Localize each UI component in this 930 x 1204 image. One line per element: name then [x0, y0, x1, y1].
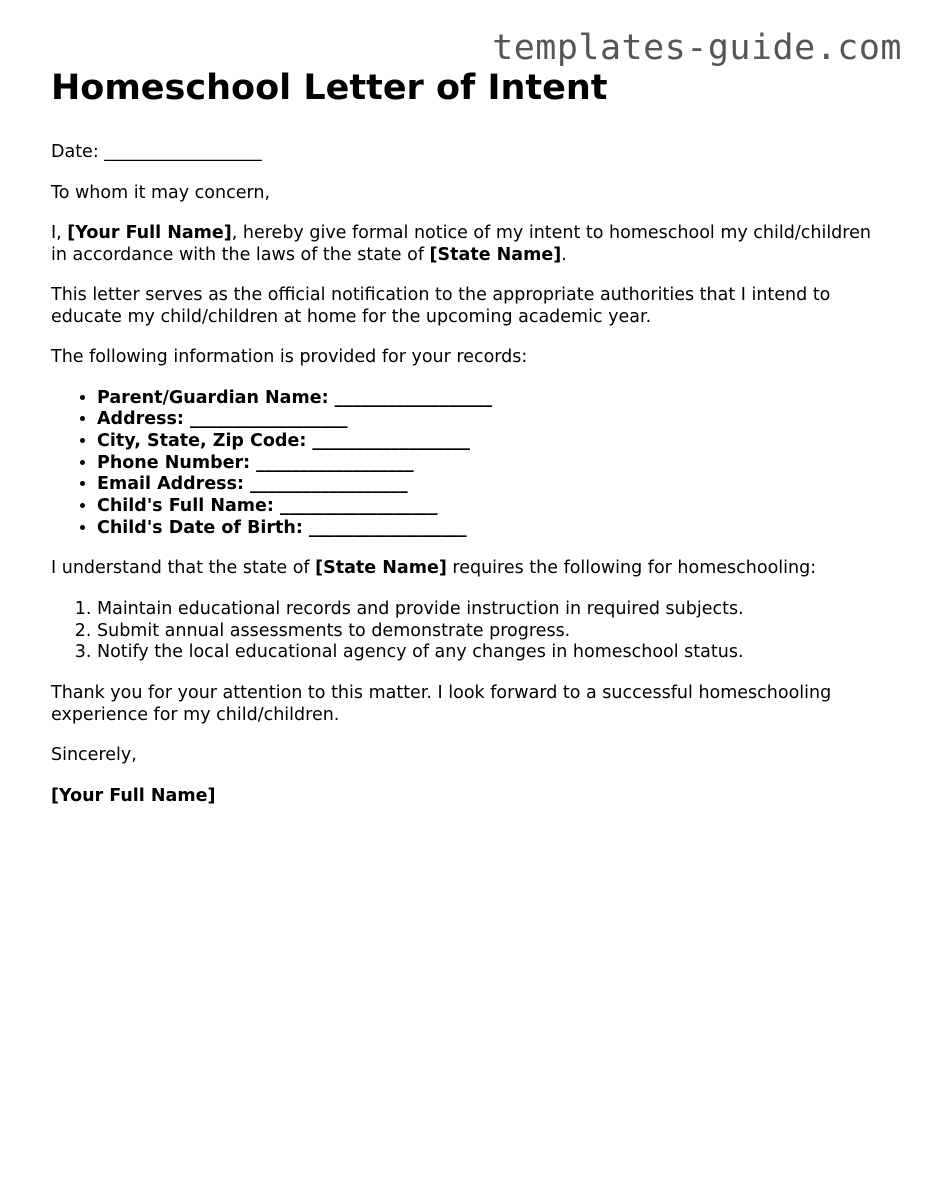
field-blank: __________________ — [328, 387, 493, 408]
req-intro-text-1: I understand that the state of — [51, 558, 316, 579]
field-blank: __________________ — [306, 430, 470, 451]
field-label: City, State, Zip Code: — [97, 430, 307, 451]
list-item — [97, 518, 891, 540]
intro-text-3: . — [561, 244, 567, 265]
sign-off: Sincerely, — [51, 745, 137, 766]
field-blank: __________________ — [183, 409, 348, 430]
intro-paragraph — [51, 223, 891, 266]
list-item — [97, 496, 891, 518]
field-blank: __________________ — [273, 496, 438, 517]
field-label: Address: — [97, 409, 184, 430]
info-intro: The following information is provided for your records: — [51, 347, 528, 367]
purpose-paragraph: This letter serves as the official notification to the appropriate authorities that I intend to educate my child/children at home for the upcoming academic year. — [51, 285, 831, 327]
list-item — [97, 431, 891, 453]
letter-document — [51, 64, 891, 826]
info-fields-list — [51, 388, 891, 540]
salutation: To whom it may concern, — [51, 182, 271, 203]
state-placeholder: [State Name] — [429, 244, 562, 265]
intro-text-1: I, — [51, 223, 68, 243]
document-title: Homeschool Letter of Intent — [51, 68, 608, 108]
list-item — [97, 409, 891, 431]
field-label: Parent/Guardian Name: — [97, 387, 329, 408]
field-label: Child's Date of Birth: — [97, 517, 303, 538]
signature-name: [Your Full Name] — [51, 785, 216, 806]
field-blank: __________________ — [302, 517, 467, 538]
requirements-intro — [51, 558, 891, 580]
field-label: Email Address: — [97, 474, 245, 495]
field-blank: __________________ — [244, 474, 408, 495]
list-item — [97, 453, 891, 475]
list-item: 2. Submit annual assessments to demonstrate progress. — [97, 621, 891, 643]
list-item — [97, 388, 891, 410]
field-label: Child's Full Name: — [97, 496, 274, 517]
req-intro-text-2: requires the following for homeschooling: — [446, 558, 817, 579]
intro-text-2: , hereby give formal notice of my intent to homeschool my child/children in accordance with the laws of the state of — [51, 223, 871, 265]
field-blank: __________________ — [250, 452, 414, 473]
watermark: templates-guide.com — [492, 28, 902, 68]
signature — [51, 786, 891, 808]
list-item: 1. Maintain educational records and provide instruction in required subjects. — [97, 599, 891, 621]
name-placeholder: [Your Full Name] — [67, 223, 232, 243]
list-item: 3. Notify the local educational agency of any changes in homeschool status. — [97, 642, 891, 664]
closing-paragraph: Thank you for your attention to this matter. I look forward to a successful homeschooling experience for my child/children. — [51, 683, 832, 725]
date-line: Date: __________________ — [51, 142, 262, 162]
requirements-list — [51, 599, 891, 664]
state-placeholder: [State Name] — [315, 558, 447, 579]
field-label: Phone Number: — [97, 452, 251, 473]
list-item — [97, 474, 891, 496]
